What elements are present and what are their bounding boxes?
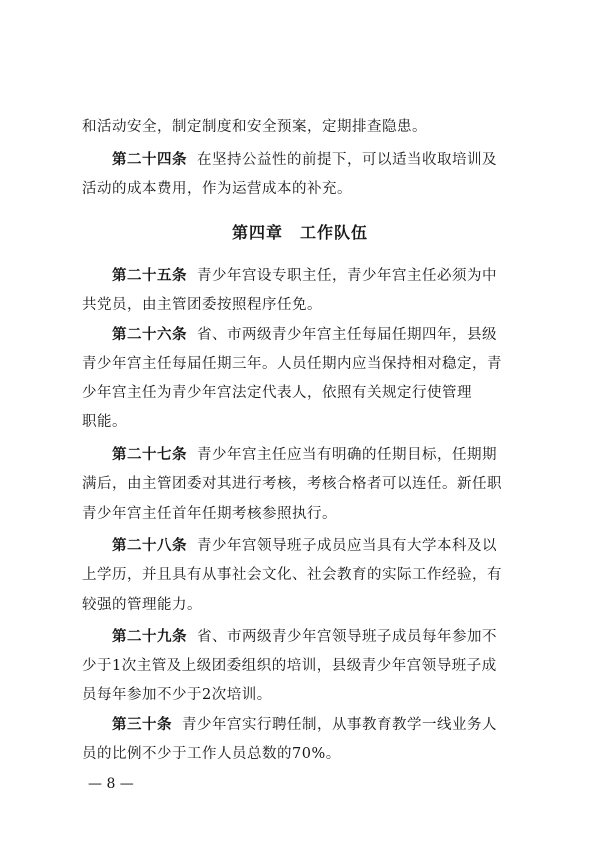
article-28-line-3: 较强的管理能力。 (82, 597, 202, 613)
article-29-line-3: 员每年参加不少于2次培训。 (82, 687, 272, 703)
article-28-number: 第二十八条 (112, 538, 187, 554)
article-26-line-2: 青少年宫主任每届任期三年。人员任期内应当保持相对稳定，青 (82, 356, 502, 372)
article-26-line-4: 职能。 (82, 414, 127, 430)
article-30-line-1: 第三十条 青少年宫实行聘任制，从事教育教学一线业务人 (112, 717, 497, 733)
continuation-text: 和活动安全，制定制度和安全预案，定期排查隐患。 (82, 119, 427, 135)
article-25-line-2: 共党员，由主管团委按照程序任免。 (82, 297, 322, 313)
page-number: — 8 — (88, 776, 134, 792)
article-29-line-2: 少于1次主管及上级团委组织的培训，县级青少年宫领导班子成 (82, 658, 497, 674)
article-27-line-1: 第二十七条 青少年宫主任应当有明确的任期目标，任期期 (112, 447, 497, 463)
article-26-line-3: 少年宫主任为青少年宫法定代表人，依照有关规定行使管理 (82, 385, 472, 401)
article-28-line-1: 第二十八条 青少年宫领导班子成员应当具有大学本科及以 (112, 538, 497, 554)
article-24-line-2: 活动的成本费用，作为运营成本的补充。 (82, 181, 352, 197)
article-24-number: 第二十四条 (112, 152, 187, 168)
article-28-line-2: 上学历，并且具有从事社会文化、社会教育的实际工作经验，有 (82, 567, 502, 583)
article-25-line-1: 第二十五条 青少年宫设专职主任，青少年宫主任必须为中 (112, 268, 497, 284)
article-30-line-2: 员的比例不少于工作人员总数的70%。 (82, 746, 341, 762)
article-30-number: 第三十条 (112, 717, 172, 733)
chapter-title: 第四章 工作队伍 (231, 223, 368, 242)
article-27-line-2: 满后，由主管团委对其进行考核，考核合格者可以连任。新任职 (82, 476, 502, 492)
article-27-line-3: 青少年宫主任首年任期考核参照执行。 (82, 506, 337, 522)
article-26-number: 第二十六条 (112, 327, 187, 343)
article-26-line-1: 第二十六条 省、市两级青少年宫主任每届任期四年，县级 (112, 327, 497, 343)
article-29-line-1: 第二十九条 省、市两级青少年宫领导班子成员每年参加不 (112, 629, 497, 645)
article-29-number: 第二十九条 (112, 629, 187, 645)
article-27-number: 第二十七条 (112, 447, 187, 463)
article-25-number: 第二十五条 (112, 268, 187, 284)
article-24-line-1: 第二十四条 在坚持公益性的前提下，可以适当收取培训及 (112, 152, 497, 168)
